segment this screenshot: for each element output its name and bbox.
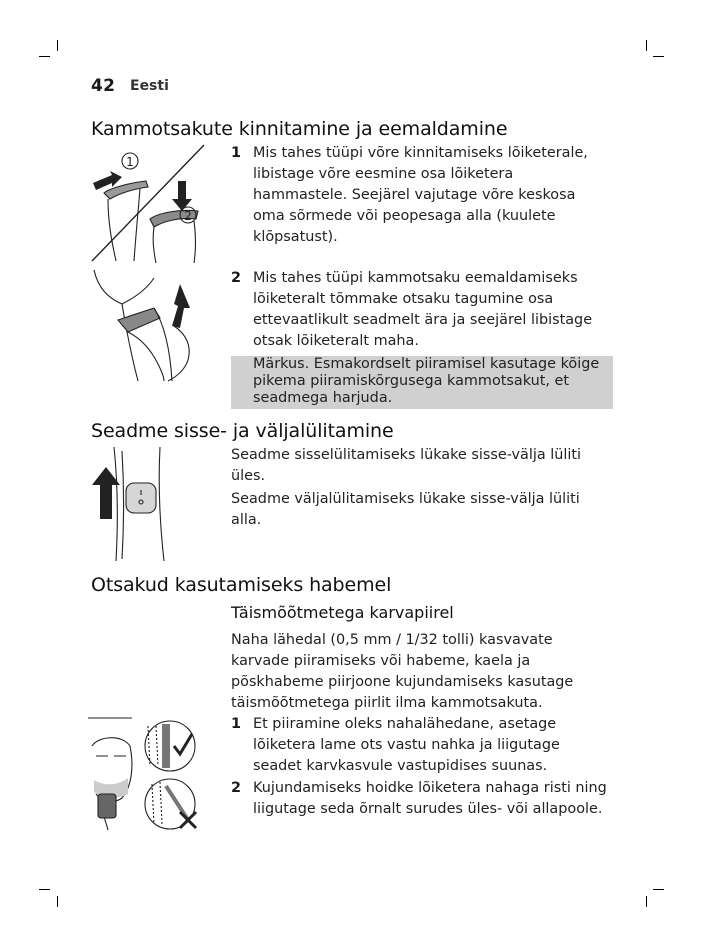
step-number: 1 bbox=[231, 145, 242, 161]
page-number: 42 bbox=[91, 76, 116, 96]
step-text: Mis tahes tüüpi kammotsaku eemaldamiseks lõiketeralt tõmmake otsaku tagumine osa ettevaatlikult seadmelt ära ja seejärel libistage otsak lõiketeralt maha. bbox=[253, 270, 593, 349]
step-text: Et piiramine oleks nahalähedane, asetage lõiketera lame ots vastu nahka ja liigutage seadet karvkasvule vastupidises suunas. bbox=[253, 716, 560, 774]
callout-label-2: 2 bbox=[184, 209, 192, 223]
step-number: 2 bbox=[231, 780, 242, 796]
section-title-power-switch: Seadme sisse- ja väljalülitamine bbox=[91, 420, 394, 442]
paragraph-intro: Naha lähedal (0,5 mm / 1/32 tolli) kasvavate karvade piiramiseks või habeme, kaela ja põskhabeme piirjoone kujundamiseks kasutage täismõõtmetega piirlit ilma kammotsakuta. bbox=[231, 632, 574, 711]
step-number: 2 bbox=[231, 270, 242, 286]
section-title-beard-attachments: Otsakud kasutamiseks habemel bbox=[91, 574, 392, 596]
paragraph-switch-on: Seadme sisselülitamiseks lükake sisse-välja lüliti üles. bbox=[231, 447, 581, 484]
crop-mark bbox=[39, 889, 50, 890]
crop-mark bbox=[646, 40, 647, 51]
illustration-attach-comb bbox=[88, 143, 216, 265]
crop-mark bbox=[653, 889, 664, 890]
crop-mark bbox=[39, 56, 50, 57]
step-text: Kujundamiseks hoidke lõiketera nahaga risti ning liigutage seda õrnalt surudes üles- või allapoole. bbox=[253, 780, 607, 817]
language-label: Eesti bbox=[130, 78, 169, 94]
paragraph-switch-off: Seadme väljalülitamiseks lükake sisse-välja lüliti alla. bbox=[231, 491, 580, 528]
illustration-beard-trimming bbox=[88, 716, 200, 832]
crop-mark bbox=[57, 40, 58, 51]
illustration-remove-comb bbox=[88, 268, 210, 383]
step-text: Mis tahes tüüpi võre kinnitamiseks lõiketerale, libistage võre eesmine osa lõiketera hammastele. Seejärel vajutage võre keskosa oma sõrmede või peopesaga alla (kuulete klõpsatust). bbox=[253, 145, 588, 245]
subsection-title-full-width-trimmer: Täismõõtmetega karvapiirel bbox=[231, 603, 454, 622]
note-text: Märkus. Esmakordselt piiramisel kasutage kõige pikema piiramiskõrgusega kammotsakut, et seadmega harjuda. bbox=[253, 356, 600, 406]
illustration-power-switch bbox=[88, 445, 188, 563]
crop-mark bbox=[653, 56, 664, 57]
section-title-comb-attach: Kammotsakute kinnitamine ja eemaldamine bbox=[91, 118, 508, 140]
step-number: 1 bbox=[231, 716, 242, 732]
crop-mark bbox=[646, 896, 647, 907]
note-box bbox=[231, 356, 613, 409]
crop-mark bbox=[57, 896, 58, 907]
callout-label-1: 1 bbox=[126, 155, 134, 169]
